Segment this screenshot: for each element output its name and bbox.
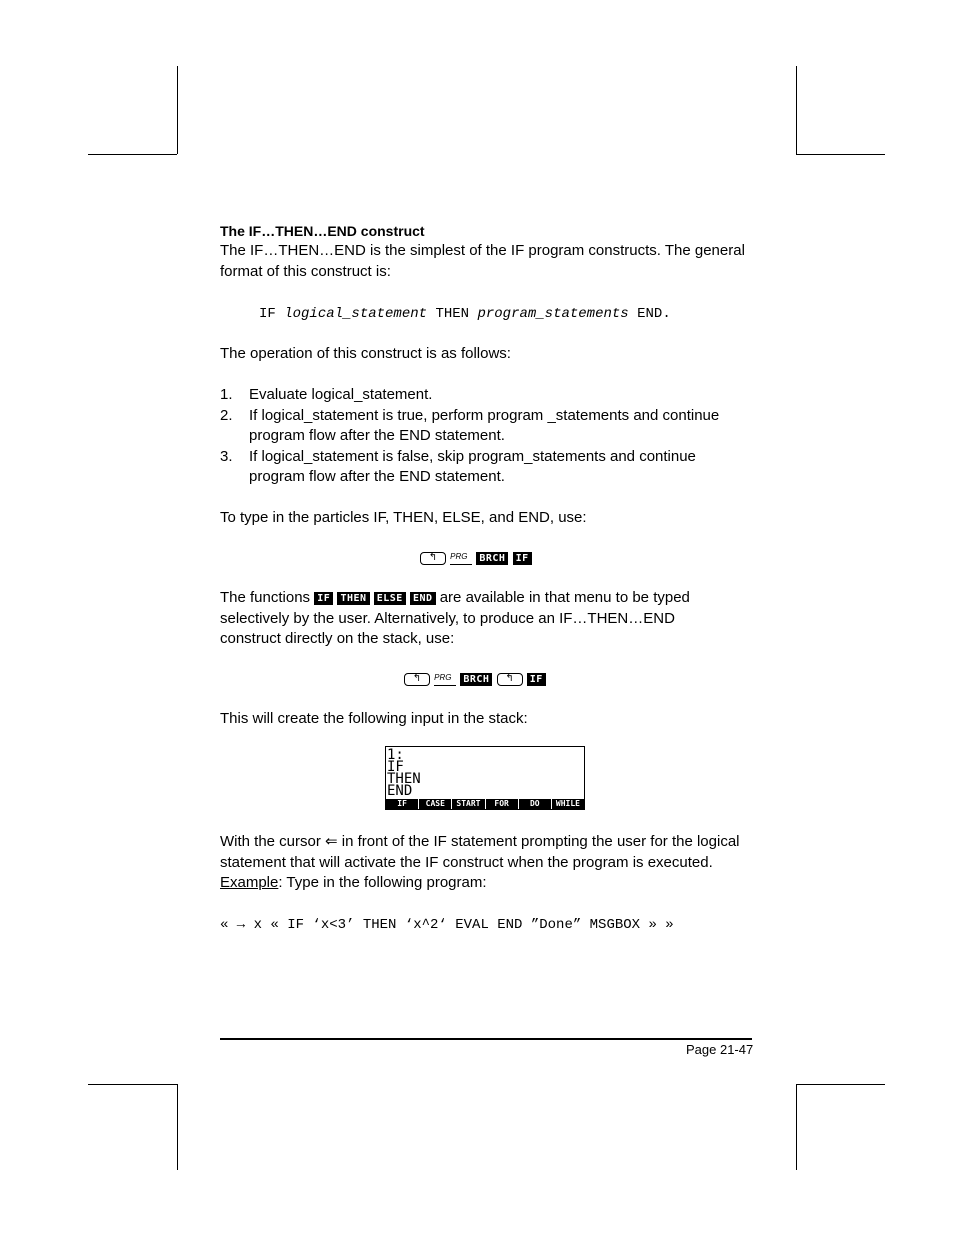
create-intro: This will create the following input in the stack:: [220, 710, 528, 727]
then-softkey: THEN: [337, 592, 369, 605]
brch-softkey: BRCH: [476, 552, 508, 565]
example-line: [220, 873, 487, 894]
step-text: If logical_statement is true, perform program _statements and continue: [249, 407, 720, 424]
crop-mark: [88, 1084, 177, 1085]
end-softkey: END: [410, 592, 436, 605]
example-label: Example: [220, 874, 279, 891]
cursor-text-end: in front of the IF statement prompting the user for the logical: [341, 833, 740, 850]
softkey-menu: [386, 799, 584, 809]
functions-text-end: are available in that menu to be typed: [439, 589, 690, 606]
functions-text: construct directly on the stack, use:: [220, 630, 455, 647]
crop-mark: [796, 66, 797, 154]
step-number: 3.: [220, 448, 233, 465]
keystroke-sequence: [404, 669, 546, 690]
menu-for: FOR: [486, 799, 518, 809]
else-softkey: ELSE: [374, 592, 406, 605]
stack-level: 1:: [387, 747, 404, 763]
screen-line-end: END: [387, 783, 413, 799]
section-heading: The IF…THEN…END construct: [220, 223, 425, 239]
menu-while: WHILE: [552, 799, 584, 809]
screen-line-then: THEN: [387, 771, 421, 787]
crop-mark: [177, 1084, 178, 1170]
intro-text: format of this construct is:: [220, 263, 391, 280]
step-text: program flow after the END statement.: [249, 468, 505, 485]
left-shift-key: ↰: [497, 673, 523, 686]
if-softkey: IF: [513, 552, 532, 565]
step-number: 2.: [220, 407, 233, 424]
if-softkey: IF: [527, 673, 546, 686]
program-code: « → x « IF ‘x<3’ THEN ‘x^2‘ EVAL END ”Done” MSGBOX » »: [220, 917, 674, 933]
cursor-text: [220, 832, 740, 853]
syntax-logical: logical_statement: [284, 306, 428, 322]
footer-rule: [220, 1038, 752, 1040]
type-intro: To type in the particles IF, THEN, ELSE, and END, use:: [220, 509, 587, 526]
brch-softkey: BRCH: [460, 673, 492, 686]
crop-mark: [796, 1084, 797, 1170]
menu-do: DO: [519, 799, 551, 809]
step-text: Evaluate logical_statement.: [249, 386, 433, 403]
crop-mark: [177, 66, 178, 154]
step-text: program flow after the END statement.: [249, 427, 505, 444]
prg-key-label: PRG: [434, 673, 456, 686]
functions-text-start: The functions: [220, 589, 311, 606]
menu-if: IF: [386, 799, 418, 809]
cursor-text: statement that will activate the IF construct when the program is executed.: [220, 854, 713, 871]
crop-mark: [796, 154, 885, 155]
left-shift-key: ↰: [404, 673, 430, 686]
syntax-end: END.: [637, 306, 671, 322]
screen-line-if: IF: [387, 759, 404, 775]
step-number: 1.: [220, 386, 233, 403]
intro-text: The IF…THEN…END is the simplest of the IF program constructs. The general: [220, 242, 745, 259]
page-number: Page 21-47: [686, 1042, 754, 1057]
keystroke-sequence: [420, 548, 532, 569]
if-softkey: IF: [314, 592, 333, 605]
functions-text: [220, 588, 690, 609]
syntax-line: [259, 304, 671, 325]
cursor-text-start: With the cursor: [220, 833, 321, 850]
crop-mark: [796, 1084, 885, 1085]
prg-key-label: PRG: [450, 552, 472, 565]
cursor-icon: ⇐: [325, 833, 338, 850]
syntax-program: program_statements: [477, 306, 629, 322]
menu-start: START: [452, 799, 484, 809]
syntax-then: THEN: [435, 306, 470, 322]
left-shift-key: ↰: [420, 552, 446, 565]
menu-case: CASE: [419, 799, 451, 809]
example-text: : Type in the following program:: [278, 874, 487, 891]
operation-intro: The operation of this construct is as follows:: [220, 345, 511, 362]
calculator-screen: [385, 746, 585, 810]
step-text: If logical_statement is false, skip program_statements and continue: [249, 448, 696, 465]
crop-mark: [88, 154, 177, 155]
functions-text: selectively by the user. Alternatively, to produce an IF…THEN…END: [220, 610, 675, 627]
syntax-if: IF: [259, 306, 276, 322]
